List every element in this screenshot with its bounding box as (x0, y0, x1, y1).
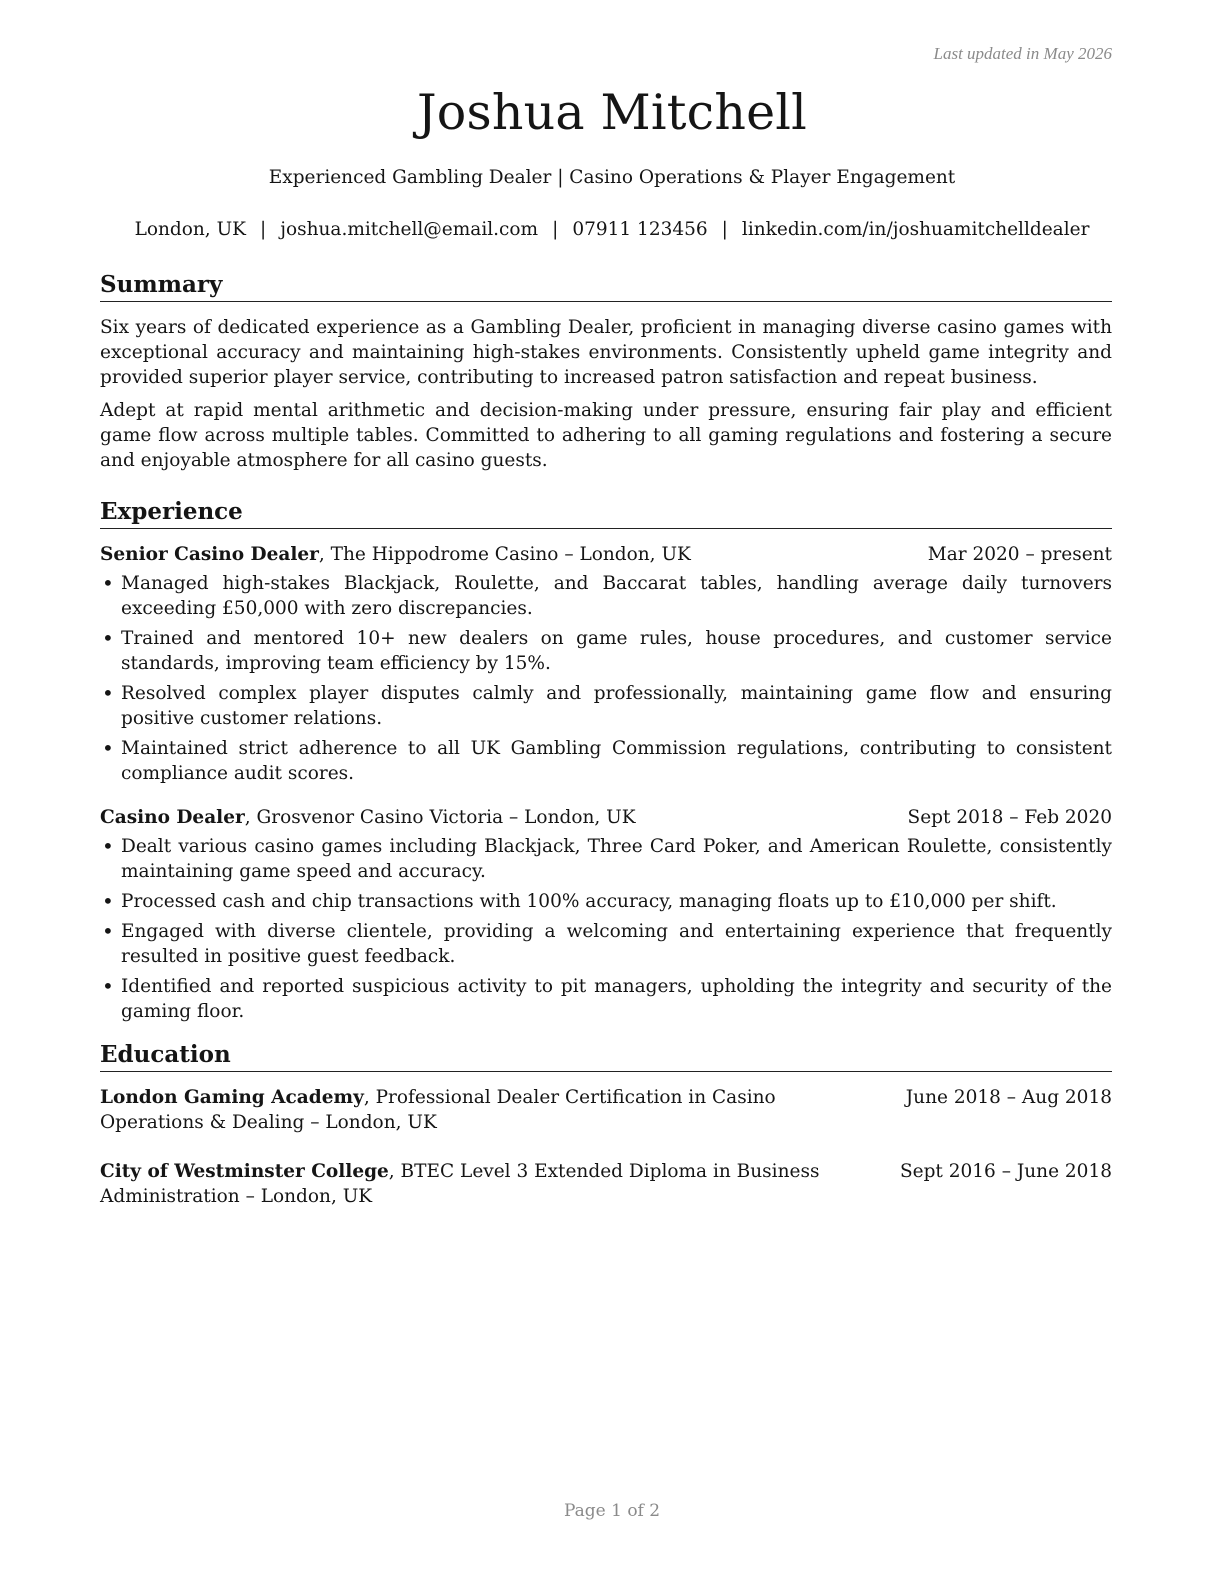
section-title-education: Education (100, 1040, 1112, 1072)
job-dates: Mar 2020 – present (927, 544, 1112, 565)
resume-body (100, 270, 1112, 1209)
job-bullets (100, 834, 1112, 1024)
job-bullet: • Trained and mentored 10+ new dealers on game rules, house procedures, and customer service standards, improving team efficiency by 15%. (100, 626, 1112, 676)
education-entry (100, 1085, 1112, 1135)
job-bullet: • Processed cash and chip transactions with 100% accuracy, managing floats up to £10,000 per shift. (100, 889, 1112, 914)
job-bullets (100, 571, 1112, 786)
job-title-line (100, 542, 691, 567)
job-employer: , The Hippodrome Casino – London, UK (318, 544, 691, 565)
education-detail-line (100, 1159, 880, 1209)
job-employer: , Grosvenor Casino Victoria – London, UK (244, 807, 636, 828)
job-bullet: • Identified and reported suspicious activity to pit managers, upholding the integrity and security of the gaming floor. (100, 974, 1112, 1024)
contact-separator: | (552, 219, 559, 240)
contact-line (0, 219, 1224, 240)
contact-location: London, UK (134, 219, 246, 240)
contact-linkedin[interactable]: linkedin.com/in/joshuamitchelldealer (741, 219, 1090, 240)
education-detail: , BTEC Level 3 Extended Diploma in Business Administration – London, UK (100, 1161, 820, 1207)
job-role: Senior Casino Dealer (100, 544, 319, 565)
job-header (100, 805, 1112, 830)
candidate-name: Joshua Mitchell (416, 84, 808, 141)
job-bullet: • Managed high-stakes Blackjack, Roulette, and Baccarat tables, handling average daily turnovers exceeding £50,000 with zero discrepancies. (100, 571, 1112, 621)
job-role: Casino Dealer (100, 807, 245, 828)
job-entry (100, 805, 1112, 1024)
job-bullet: • Maintained strict adherence to all UK Gambling Commission regulations, contributing to consistent compliance audit scores. (100, 736, 1112, 786)
experience-section (100, 497, 1112, 1024)
education-entry (100, 1159, 1112, 1209)
education-school: City of Westminster College (100, 1161, 389, 1182)
contact-separator: | (260, 219, 267, 240)
education-school: London Gaming Academy (100, 1087, 364, 1108)
job-bullet: • Resolved complex player disputes calmly and professionally, maintaining game flow and ensuring positive customer relations. (100, 681, 1112, 731)
education-detail-line (100, 1085, 880, 1135)
last-updated-note: Last updated in May 2026 (933, 44, 1112, 63)
summary-paragraph: Six years of dedicated experience as a Gambling Dealer, proficient in managing diverse casino games with exceptional accuracy and maintaining high-stakes environments. Consistently upheld game integrity and provided superior player service, contributing to increased patron satisfaction and repeat business. (100, 317, 1112, 388)
education-dates: Sept 2016 – June 2018 (899, 1161, 1112, 1182)
candidate-headline: Experienced Gambling Dealer | Casino Operations & Player Engagement (268, 167, 956, 188)
summary-paragraph: Adept at rapid mental arithmetic and decision-making under pressure, ensuring fair play and efficient game flow across multiple tables. Committed to adhering to all gaming regulations and fostering a secure and enjoyable atmosphere for all casino guests. (100, 400, 1112, 471)
job-header (100, 542, 1112, 567)
page-number: Page 1 of 2 (563, 1501, 661, 1521)
job-dates: Sept 2018 – Feb 2020 (907, 807, 1112, 828)
education-dates: June 2018 – Aug 2018 (905, 1087, 1112, 1108)
job-bullet: • Dealt various casino games including Blackjack, Three Card Poker, and American Roulette, consistently maintaining game speed and accuracy. (100, 834, 1112, 884)
section-title-experience: Experience (100, 497, 1112, 529)
contact-separator: | (721, 219, 728, 240)
section-title-summary: Summary (100, 270, 1112, 302)
job-title-line (100, 805, 636, 830)
education-section (100, 1040, 1112, 1209)
education-detail: , Professional Dealer Certification in Casino Operations & Dealing – London, UK (100, 1087, 776, 1133)
job-entry (100, 542, 1112, 786)
job-bullet: • Engaged with diverse clientele, providing a welcoming and entertaining experience that frequently resulted in positive guest feedback. (100, 919, 1112, 969)
contact-phone[interactable]: 07911 123456 (572, 219, 708, 240)
summary-section (100, 270, 1112, 473)
contact-email[interactable]: joshua.mitchell@email.com (280, 219, 539, 240)
